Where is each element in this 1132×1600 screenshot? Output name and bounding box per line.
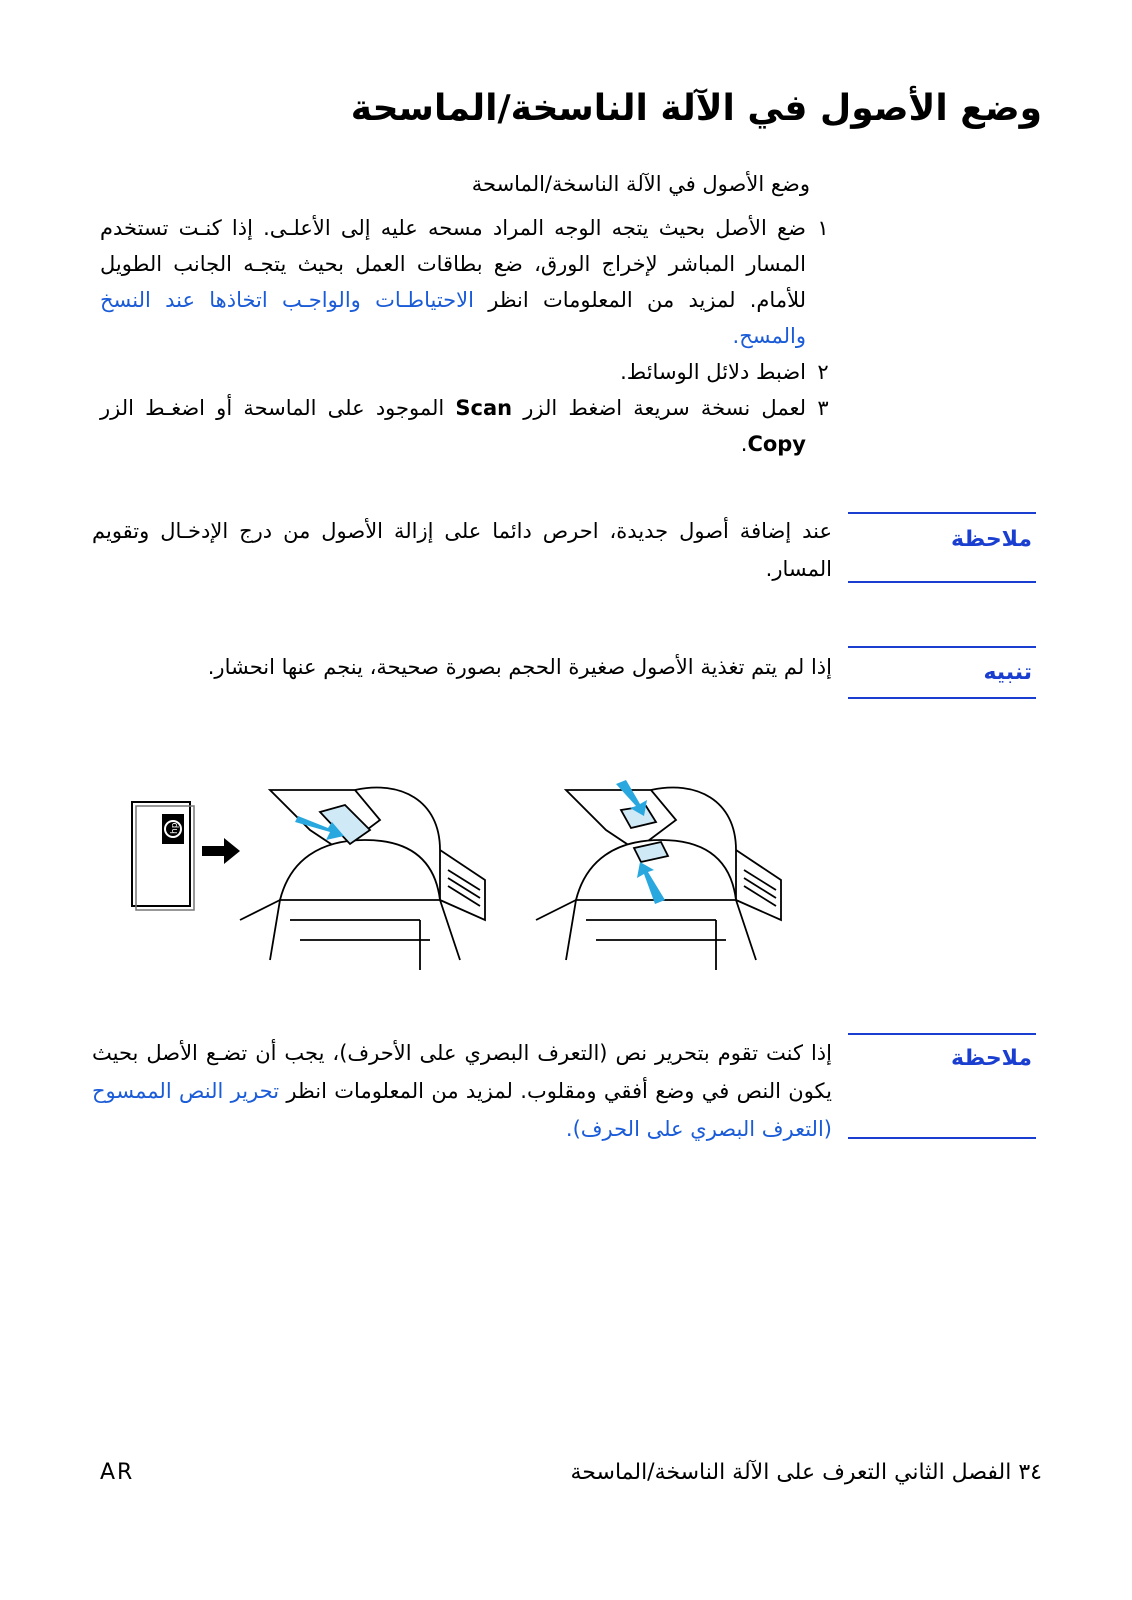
step-number: ٢ — [817, 360, 829, 384]
scanner-illustration — [120, 770, 980, 970]
step-number: ٣ — [817, 396, 829, 420]
scan-button-label: Scan — [455, 396, 513, 420]
step-3-text-a: لعمل نسخة سريعة اضغط الزر — [512, 396, 806, 420]
svg-text:hp: hp — [170, 822, 180, 834]
caution-label: تنبيه — [983, 660, 1032, 685]
step-2-text: اضبط دلائل الوسائط. — [620, 360, 806, 384]
step-3-text-b: الموجود على الماسحة أو اضغـط الزر — [100, 396, 456, 420]
scanner-right — [536, 788, 781, 971]
caution-text: إذا لم يتم تغذية الأصول صغيرة الحجم بصورة صحيحة، ينجم عنها انحشار. — [207, 655, 832, 679]
note-rule-bottom — [848, 581, 1036, 583]
footer-chapter: ٣٤ الفصل الثاني التعرف على الآلة الناسخة/الماسحة — [570, 1460, 1042, 1485]
step-2 — [100, 354, 840, 390]
scanner-left — [240, 788, 485, 971]
precautions-link[interactable]: الاحتياطـات والواجـب اتخاذها عند النسخ والمسح. — [100, 288, 806, 348]
right-arrow-icon — [202, 838, 240, 864]
note2-rule-bottom — [848, 1137, 1036, 1139]
step-1-text: ضع الأصل بحيث يتجه الوجه المراد مسحه عليه إلى الأعلـى. إذا كنـت تستخدم المسار المباشر لإخراج الورق، ضع بطاقات العمل بحيث يتجـه الجانب الطويل للأمام. لمزيد من المعلومات انظر — [100, 216, 806, 312]
note2-label: ملاحظة — [951, 1046, 1032, 1071]
step-number: ١ — [817, 216, 829, 240]
note2-text — [92, 1034, 832, 1148]
step-text — [100, 210, 806, 354]
section-subtitle: وضع الأصول في الآلة الناسخة/الماسحة — [471, 172, 810, 196]
caution-rule-bottom — [848, 697, 1036, 699]
note-label: ملاحظة — [951, 527, 1032, 552]
page-title: وضع الأصول في الآلة الناسخة/الماسحة — [350, 88, 1042, 129]
step-3 — [100, 390, 840, 462]
ocr-link[interactable]: تحرير النص الممسوح (التعرف البصري على الحرف). — [92, 1079, 832, 1141]
step-3-text-c: . — [740, 432, 748, 456]
note-text: عند إضافة أصول جديدة، احرص دائما على إزالة الأصول من درج الإدخـال وتقويم المسار. — [92, 519, 832, 581]
note2-body-text: إذا كنت تقوم بتحرير نص (التعرف البصري على الأحرف)، يجب أن تضـع الأصل بحيث يكون النص في وضع أفقي ومقلوب. لمزيد من المعلومات انظر — [92, 1041, 833, 1103]
step-1 — [100, 210, 840, 354]
note2-rule-top — [848, 1033, 1036, 1035]
steps-list — [100, 210, 840, 462]
step-text — [100, 390, 806, 462]
document-icon — [132, 802, 194, 910]
copy-button-label: Copy — [747, 432, 806, 456]
note-rule-top — [848, 512, 1036, 514]
footer-language: AR — [100, 1460, 135, 1485]
caution-rule-top — [848, 646, 1036, 648]
